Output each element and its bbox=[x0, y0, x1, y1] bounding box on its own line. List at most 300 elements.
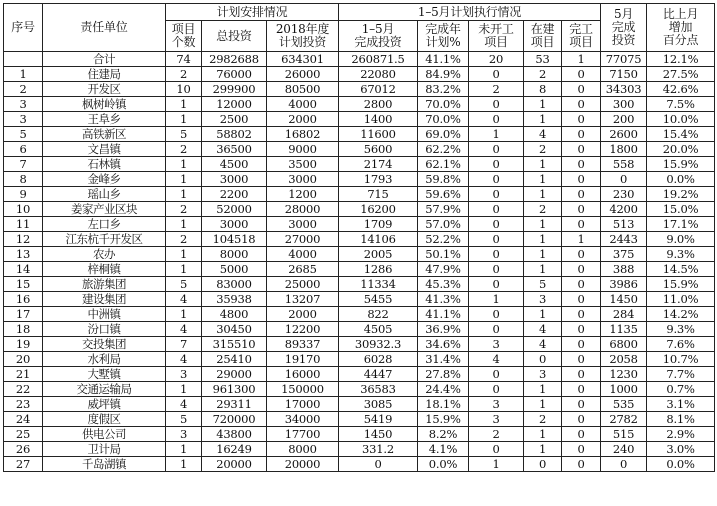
header-done-pct-line: 完成年 bbox=[425, 22, 461, 36]
row-total-invest: 30450 bbox=[202, 322, 267, 337]
row-may-done: 34303 bbox=[601, 82, 647, 97]
row-unit: 姜家产业区块 bbox=[43, 202, 166, 217]
row-total-invest: 4500 bbox=[202, 157, 267, 172]
row-plan-2018: 20000 bbox=[267, 457, 339, 472]
row-done-1-5: 0 bbox=[339, 457, 418, 472]
row-may-done: 1230 bbox=[601, 367, 647, 382]
row-not-started: 4 bbox=[469, 352, 524, 367]
row-count: 2 bbox=[166, 67, 202, 82]
row-index: 6 bbox=[4, 142, 43, 157]
row-may-done: 1800 bbox=[601, 142, 647, 157]
row-plan-2018: 27000 bbox=[267, 232, 339, 247]
row-not-started: 0 bbox=[469, 307, 524, 322]
table-row bbox=[4, 367, 715, 382]
row-unit: 梓桐镇 bbox=[43, 262, 166, 277]
header-in-progress bbox=[524, 21, 562, 52]
row-completed: 0 bbox=[562, 292, 601, 307]
row-completed: 1 bbox=[562, 232, 601, 247]
row-total-invest: 3000 bbox=[202, 172, 267, 187]
row-done-1-5: 67012 bbox=[339, 82, 418, 97]
row-index: 25 bbox=[4, 427, 43, 442]
row-done-1-5: 1709 bbox=[339, 217, 418, 232]
row-done-pct: 41.3% bbox=[418, 292, 469, 307]
row-done-1-5: 2800 bbox=[339, 97, 418, 112]
row-plan-2018: 4000 bbox=[267, 97, 339, 112]
row-index: 17 bbox=[4, 307, 43, 322]
row-done-pct: 69.0% bbox=[418, 127, 469, 142]
row-done-1-5: 715 bbox=[339, 187, 418, 202]
row-total-invest: 16249 bbox=[202, 442, 267, 457]
header-completed bbox=[562, 21, 601, 52]
row-done-pct: 59.6% bbox=[418, 187, 469, 202]
row-plan-2018: 3000 bbox=[267, 217, 339, 232]
row-plan-2018: 12200 bbox=[267, 322, 339, 337]
row-not-started: 0 bbox=[469, 442, 524, 457]
row-total-invest: 2500 bbox=[202, 112, 267, 127]
row-index: 23 bbox=[4, 397, 43, 412]
row-index: 27 bbox=[4, 457, 43, 472]
row-growth: 7.5% bbox=[647, 97, 715, 112]
table-row bbox=[4, 412, 715, 427]
row-total-invest: 29311 bbox=[202, 397, 267, 412]
row-count: 1 bbox=[166, 262, 202, 277]
row-unit: 卫计局 bbox=[43, 442, 166, 457]
total-done-pct: 41.1% bbox=[418, 52, 469, 67]
row-total-invest: 35938 bbox=[202, 292, 267, 307]
header-done-1-5-line: 1–5月 bbox=[361, 22, 395, 36]
row-done-1-5: 14106 bbox=[339, 232, 418, 247]
row-done-1-5: 331.2 bbox=[339, 442, 418, 457]
row-growth: 0.0% bbox=[647, 457, 715, 472]
total-growth: 12.1% bbox=[647, 52, 715, 67]
table-row bbox=[4, 187, 715, 202]
row-growth: 10.0% bbox=[647, 112, 715, 127]
row-unit: 汾口镇 bbox=[43, 322, 166, 337]
table-row bbox=[4, 457, 715, 472]
row-index: 3 bbox=[4, 112, 43, 127]
row-in-progress: 1 bbox=[524, 442, 562, 457]
header-may-done-line: 完成 bbox=[611, 20, 636, 34]
row-completed: 0 bbox=[562, 67, 601, 82]
row-total-invest: 25410 bbox=[202, 352, 267, 367]
row-index: 18 bbox=[4, 322, 43, 337]
row-done-pct: 52.2% bbox=[418, 232, 469, 247]
row-done-pct: 62.1% bbox=[418, 157, 469, 172]
row-plan-2018: 2000 bbox=[267, 112, 339, 127]
row-count: 10 bbox=[166, 82, 202, 97]
row-completed: 0 bbox=[562, 157, 601, 172]
row-completed: 0 bbox=[562, 427, 601, 442]
row-total-invest: 4800 bbox=[202, 307, 267, 322]
row-completed: 0 bbox=[562, 412, 601, 427]
total-plan-2018: 634301 bbox=[267, 52, 339, 67]
header-done-pct-line: 计划% bbox=[425, 35, 461, 49]
row-index: 24 bbox=[4, 412, 43, 427]
row-growth: 3.0% bbox=[647, 442, 715, 457]
row-completed: 0 bbox=[562, 112, 601, 127]
header-completed-line: 项目 bbox=[569, 35, 593, 49]
row-not-started: 0 bbox=[469, 382, 524, 397]
row-done-1-5: 16200 bbox=[339, 202, 418, 217]
row-in-progress: 4 bbox=[524, 337, 562, 352]
row-index: 1 bbox=[4, 67, 43, 82]
row-done-1-5: 3085 bbox=[339, 397, 418, 412]
row-in-progress: 1 bbox=[524, 262, 562, 277]
row-total-invest: 58802 bbox=[202, 127, 267, 142]
table-row bbox=[4, 82, 715, 97]
row-index: 19 bbox=[4, 337, 43, 352]
row-may-done: 3986 bbox=[601, 277, 647, 292]
total-completed: 1 bbox=[562, 52, 601, 67]
row-total-invest: 299900 bbox=[202, 82, 267, 97]
row-not-started: 0 bbox=[469, 187, 524, 202]
row-count: 2 bbox=[166, 142, 202, 157]
row-in-progress: 2 bbox=[524, 142, 562, 157]
row-unit: 住建局 bbox=[43, 67, 166, 82]
row-plan-2018: 16802 bbox=[267, 127, 339, 142]
row-may-done: 535 bbox=[601, 397, 647, 412]
row-growth: 7.6% bbox=[647, 337, 715, 352]
header-may-done bbox=[601, 4, 647, 52]
header-done-1-5-line: 完成投资 bbox=[354, 35, 402, 49]
row-not-started: 0 bbox=[469, 202, 524, 217]
header-group-plan: 计划安排情况 bbox=[166, 4, 339, 21]
row-may-done: 2600 bbox=[601, 127, 647, 142]
row-count: 5 bbox=[166, 412, 202, 427]
row-not-started: 0 bbox=[469, 172, 524, 187]
row-index: 7 bbox=[4, 157, 43, 172]
row-growth: 27.5% bbox=[647, 67, 715, 82]
row-done-pct: 31.4% bbox=[418, 352, 469, 367]
row-may-done: 1000 bbox=[601, 382, 647, 397]
row-plan-2018: 80500 bbox=[267, 82, 339, 97]
row-done-pct: 0.0% bbox=[418, 457, 469, 472]
row-plan-2018: 3000 bbox=[267, 172, 339, 187]
row-completed: 0 bbox=[562, 202, 601, 217]
row-growth: 7.7% bbox=[647, 367, 715, 382]
row-growth: 42.6% bbox=[647, 82, 715, 97]
total-row bbox=[4, 52, 715, 67]
row-in-progress: 5 bbox=[524, 277, 562, 292]
row-count: 1 bbox=[166, 97, 202, 112]
header-growth bbox=[647, 4, 715, 52]
header-not-started bbox=[469, 21, 524, 52]
total-label: 合计 bbox=[43, 52, 166, 67]
row-growth: 9.0% bbox=[647, 232, 715, 247]
row-done-1-5: 5455 bbox=[339, 292, 418, 307]
row-index: 20 bbox=[4, 352, 43, 367]
row-count: 2 bbox=[166, 202, 202, 217]
table-row bbox=[4, 397, 715, 412]
table-row bbox=[4, 337, 715, 352]
row-growth: 14.5% bbox=[647, 262, 715, 277]
row-index: 26 bbox=[4, 442, 43, 457]
row-unit: 王阜乡 bbox=[43, 112, 166, 127]
row-plan-2018: 150000 bbox=[267, 382, 339, 397]
row-count: 1 bbox=[166, 217, 202, 232]
row-total-invest: 2200 bbox=[202, 187, 267, 202]
row-done-pct: 36.9% bbox=[418, 322, 469, 337]
row-total-invest: 3000 bbox=[202, 217, 267, 232]
table-row bbox=[4, 232, 715, 247]
row-completed: 0 bbox=[562, 172, 601, 187]
row-growth: 10.7% bbox=[647, 352, 715, 367]
row-unit: 大墅镇 bbox=[43, 367, 166, 382]
row-may-done: 240 bbox=[601, 442, 647, 457]
table-row bbox=[4, 292, 715, 307]
header-index: 序号 bbox=[4, 4, 43, 52]
row-count: 1 bbox=[166, 442, 202, 457]
row-done-1-5: 6028 bbox=[339, 352, 418, 367]
row-count: 1 bbox=[166, 112, 202, 127]
row-done-1-5: 4505 bbox=[339, 322, 418, 337]
row-growth: 19.2% bbox=[647, 187, 715, 202]
header-plan-2018-line: 计划投资 bbox=[278, 35, 327, 49]
row-not-started: 1 bbox=[469, 127, 524, 142]
row-unit: 左口乡 bbox=[43, 217, 166, 232]
row-done-1-5: 11600 bbox=[339, 127, 418, 142]
row-in-progress: 1 bbox=[524, 157, 562, 172]
row-plan-2018: 25000 bbox=[267, 277, 339, 292]
row-may-done: 0 bbox=[601, 172, 647, 187]
row-index: 3 bbox=[4, 97, 43, 112]
row-not-started: 0 bbox=[469, 232, 524, 247]
report-table-container bbox=[3, 3, 714, 472]
row-completed: 0 bbox=[562, 307, 601, 322]
row-in-progress: 1 bbox=[524, 217, 562, 232]
row-growth: 2.9% bbox=[647, 427, 715, 442]
table-row bbox=[4, 142, 715, 157]
row-index: 13 bbox=[4, 247, 43, 262]
row-in-progress: 3 bbox=[524, 367, 562, 382]
total-index-cell bbox=[4, 52, 43, 67]
row-done-pct: 47.9% bbox=[418, 262, 469, 277]
row-plan-2018: 13207 bbox=[267, 292, 339, 307]
row-in-progress: 1 bbox=[524, 307, 562, 322]
table-row bbox=[4, 157, 715, 172]
row-plan-2018: 26000 bbox=[267, 67, 339, 82]
row-index: 9 bbox=[4, 187, 43, 202]
row-not-started: 3 bbox=[469, 412, 524, 427]
header-done-pct bbox=[418, 21, 469, 52]
table-row bbox=[4, 307, 715, 322]
row-may-done: 515 bbox=[601, 427, 647, 442]
row-count: 1 bbox=[166, 172, 202, 187]
row-may-done: 0 bbox=[601, 457, 647, 472]
row-completed: 0 bbox=[562, 217, 601, 232]
row-in-progress: 2 bbox=[524, 202, 562, 217]
table-row bbox=[4, 217, 715, 232]
row-index: 12 bbox=[4, 232, 43, 247]
row-done-pct: 18.1% bbox=[418, 397, 469, 412]
row-done-1-5: 822 bbox=[339, 307, 418, 322]
header-plan-2018 bbox=[267, 21, 339, 52]
row-not-started: 0 bbox=[469, 142, 524, 157]
row-index: 10 bbox=[4, 202, 43, 217]
table-row bbox=[4, 262, 715, 277]
table-body bbox=[4, 52, 715, 472]
header-done-1-5 bbox=[339, 21, 418, 52]
row-index: 8 bbox=[4, 172, 43, 187]
row-may-done: 230 bbox=[601, 187, 647, 202]
row-index: 2 bbox=[4, 82, 43, 97]
row-may-done: 300 bbox=[601, 97, 647, 112]
row-growth: 3.1% bbox=[647, 397, 715, 412]
row-total-invest: 76000 bbox=[202, 67, 267, 82]
row-in-progress: 4 bbox=[524, 127, 562, 142]
row-done-1-5: 1286 bbox=[339, 262, 418, 277]
row-unit: 交通运输局 bbox=[43, 382, 166, 397]
table-row bbox=[4, 112, 715, 127]
row-done-pct: 41.1% bbox=[418, 307, 469, 322]
row-growth: 15.0% bbox=[647, 202, 715, 217]
row-may-done: 284 bbox=[601, 307, 647, 322]
row-in-progress: 1 bbox=[524, 247, 562, 262]
row-done-1-5: 5419 bbox=[339, 412, 418, 427]
row-index: 16 bbox=[4, 292, 43, 307]
row-unit: 旅游集团 bbox=[43, 277, 166, 292]
header-growth-line: 增加 bbox=[668, 20, 693, 34]
row-may-done: 2058 bbox=[601, 352, 647, 367]
row-not-started: 1 bbox=[469, 457, 524, 472]
row-count: 4 bbox=[166, 292, 202, 307]
row-done-pct: 57.9% bbox=[418, 202, 469, 217]
row-in-progress: 1 bbox=[524, 112, 562, 127]
row-unit: 开发区 bbox=[43, 82, 166, 97]
header-growth-line: 比上月 bbox=[662, 7, 699, 21]
row-unit: 高铁新区 bbox=[43, 127, 166, 142]
table-row bbox=[4, 202, 715, 217]
table-row bbox=[4, 277, 715, 292]
row-count: 4 bbox=[166, 352, 202, 367]
row-count: 1 bbox=[166, 307, 202, 322]
row-total-invest: 43800 bbox=[202, 427, 267, 442]
table-row bbox=[4, 172, 715, 187]
row-completed: 0 bbox=[562, 367, 601, 382]
row-done-pct: 83.2% bbox=[418, 82, 469, 97]
row-completed: 0 bbox=[562, 277, 601, 292]
header-project-count-line: 个数 bbox=[171, 35, 196, 49]
row-count: 1 bbox=[166, 157, 202, 172]
row-count: 1 bbox=[166, 187, 202, 202]
row-done-pct: 84.9% bbox=[418, 67, 469, 82]
row-plan-2018: 34000 bbox=[267, 412, 339, 427]
row-growth: 20.0% bbox=[647, 142, 715, 157]
row-unit: 文昌镇 bbox=[43, 142, 166, 157]
row-plan-2018: 19170 bbox=[267, 352, 339, 367]
row-count: 7 bbox=[166, 337, 202, 352]
row-done-1-5: 2174 bbox=[339, 157, 418, 172]
row-not-started: 0 bbox=[469, 67, 524, 82]
header-unit: 责任单位 bbox=[43, 4, 166, 52]
row-done-pct: 70.0% bbox=[418, 112, 469, 127]
row-done-1-5: 11334 bbox=[339, 277, 418, 292]
row-growth: 0.0% bbox=[647, 172, 715, 187]
row-done-pct: 57.0% bbox=[418, 217, 469, 232]
total-may-done: 77075 bbox=[601, 52, 647, 67]
row-done-1-5: 36583 bbox=[339, 382, 418, 397]
row-may-done: 388 bbox=[601, 262, 647, 277]
row-in-progress: 1 bbox=[524, 382, 562, 397]
row-in-progress: 8 bbox=[524, 82, 562, 97]
row-completed: 0 bbox=[562, 187, 601, 202]
row-may-done: 200 bbox=[601, 112, 647, 127]
row-not-started: 0 bbox=[469, 97, 524, 112]
row-growth: 0.7% bbox=[647, 382, 715, 397]
row-may-done: 1450 bbox=[601, 292, 647, 307]
row-total-invest: 36500 bbox=[202, 142, 267, 157]
row-count: 4 bbox=[166, 322, 202, 337]
row-not-started: 0 bbox=[469, 322, 524, 337]
row-total-invest: 315510 bbox=[202, 337, 267, 352]
row-unit: 枫树岭镇 bbox=[43, 97, 166, 112]
row-plan-2018: 1200 bbox=[267, 187, 339, 202]
row-completed: 0 bbox=[562, 127, 601, 142]
row-index: 15 bbox=[4, 277, 43, 292]
row-plan-2018: 9000 bbox=[267, 142, 339, 157]
row-not-started: 3 bbox=[469, 397, 524, 412]
row-count: 5 bbox=[166, 127, 202, 142]
row-total-invest: 8000 bbox=[202, 247, 267, 262]
row-in-progress: 1 bbox=[524, 97, 562, 112]
row-plan-2018: 17000 bbox=[267, 397, 339, 412]
header-in-progress-line: 在建 bbox=[530, 22, 555, 36]
row-done-pct: 45.3% bbox=[418, 277, 469, 292]
row-total-invest: 104518 bbox=[202, 232, 267, 247]
row-unit: 中洲镇 bbox=[43, 307, 166, 322]
row-done-pct: 27.8% bbox=[418, 367, 469, 382]
row-done-pct: 8.2% bbox=[418, 427, 469, 442]
row-count: 1 bbox=[166, 247, 202, 262]
header-project-count bbox=[166, 21, 202, 52]
header-not-started-line: 项目 bbox=[484, 35, 508, 49]
row-in-progress: 0 bbox=[524, 352, 562, 367]
investment-report-table bbox=[3, 3, 715, 472]
row-done-1-5: 22080 bbox=[339, 67, 418, 82]
row-unit: 石林镇 bbox=[43, 157, 166, 172]
row-unit: 金峰乡 bbox=[43, 172, 166, 187]
row-in-progress: 4 bbox=[524, 322, 562, 337]
row-done-pct: 59.8% bbox=[418, 172, 469, 187]
row-completed: 0 bbox=[562, 97, 601, 112]
row-plan-2018: 3500 bbox=[267, 157, 339, 172]
row-completed: 0 bbox=[562, 142, 601, 157]
row-count: 2 bbox=[166, 232, 202, 247]
row-not-started: 0 bbox=[469, 262, 524, 277]
row-in-progress: 1 bbox=[524, 232, 562, 247]
row-in-progress: 3 bbox=[524, 292, 562, 307]
table-row bbox=[4, 247, 715, 262]
row-count: 4 bbox=[166, 397, 202, 412]
row-completed: 0 bbox=[562, 352, 601, 367]
row-not-started: 0 bbox=[469, 157, 524, 172]
row-plan-2018: 8000 bbox=[267, 442, 339, 457]
row-not-started: 0 bbox=[469, 367, 524, 382]
row-in-progress: 2 bbox=[524, 412, 562, 427]
row-total-invest: 52000 bbox=[202, 202, 267, 217]
row-in-progress: 0 bbox=[524, 457, 562, 472]
table-row bbox=[4, 382, 715, 397]
row-count: 5 bbox=[166, 277, 202, 292]
row-growth: 15.9% bbox=[647, 277, 715, 292]
row-unit: 供电公司 bbox=[43, 427, 166, 442]
row-not-started: 2 bbox=[469, 82, 524, 97]
row-total-invest: 5000 bbox=[202, 262, 267, 277]
table-row bbox=[4, 352, 715, 367]
row-may-done: 2443 bbox=[601, 232, 647, 247]
row-plan-2018: 2685 bbox=[267, 262, 339, 277]
row-unit: 交投集团 bbox=[43, 337, 166, 352]
